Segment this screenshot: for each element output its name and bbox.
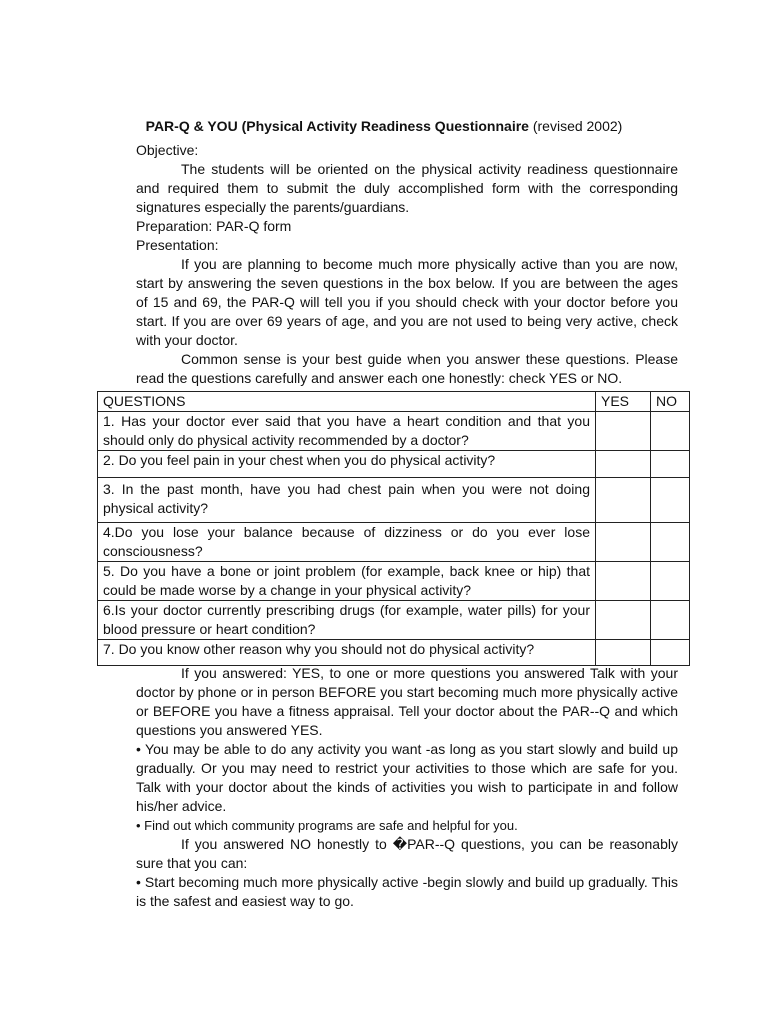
presentation-paragraph-2: Common sense is your best guide when you answer these questions. Please read the questions carefully and answer each one honestly: check YES or NO. xyxy=(136,351,678,386)
no-checkbox-4[interactable] xyxy=(651,523,690,562)
question-4: 4.Do you lose your balance because of dizziness or do you ever lose consciousness? xyxy=(98,523,596,562)
table-row xyxy=(98,412,690,451)
yes-bullet-1: • You may be able to do any activity you want -as long as you start slowly and build up gradually. Or you may need to restrict your activities to those which are safe for you. Talk with your doctor about the kinds of activities you wish to participate in and follow his/her advice. xyxy=(136,741,678,814)
question-3: 3. In the past month, have you had chest pain when you were not doing physical activity? xyxy=(98,478,596,523)
objective-text: The students will be oriented on the physical activity readiness questionnaire and required them to submit the duly accomplished form with the corresponding signatures especially the parents/guardians. xyxy=(136,161,678,215)
question-5: 5. Do you have a bone or joint problem (for example, back knee or hip) that could be made worse by a change in your physical activity? xyxy=(98,562,596,601)
yes-checkbox-5[interactable] xyxy=(596,562,651,601)
yes-checkbox-6[interactable] xyxy=(596,601,651,640)
results-section xyxy=(136,664,678,911)
no-bullet-1: • Start becoming much more physically active -begin slowly and build up gradually. This is the safest and easiest way to go. xyxy=(136,874,678,909)
table-row xyxy=(98,523,690,562)
yes-checkbox-7[interactable] xyxy=(596,640,651,666)
no-checkbox-1[interactable] xyxy=(651,412,690,451)
table-header-row xyxy=(98,392,690,412)
presentation-label: Presentation: xyxy=(136,237,219,253)
table-row xyxy=(98,601,690,640)
title-bold: PAR-Q & YOU (Physical Activity Readiness Questionnaire xyxy=(145,118,529,134)
title-revised: (revised 2002) xyxy=(528,118,623,134)
yes-bullet-2: • Find out which community programs are safe and helpful for you. xyxy=(136,818,518,833)
no-checkbox-3[interactable] xyxy=(651,478,690,523)
table-row xyxy=(98,562,690,601)
table-row xyxy=(98,478,690,523)
preparation-text: Preparation: PAR-Q form xyxy=(136,218,292,234)
no-checkbox-6[interactable] xyxy=(651,601,690,640)
question-2: 2. Do you feel pain in your chest when you do physical activity? xyxy=(98,451,596,478)
table-row xyxy=(98,640,690,666)
no-checkbox-7[interactable] xyxy=(651,640,690,666)
header-no: NO xyxy=(651,392,690,412)
header-questions: QUESTIONS xyxy=(98,392,596,412)
yes-checkbox-4[interactable] xyxy=(596,523,651,562)
yes-checkbox-3[interactable] xyxy=(596,478,651,523)
question-1: 1. Has your doctor ever said that you have a heart condition and that you should only do physical activity recommended by a doctor? xyxy=(98,412,596,451)
objective-label: Objective: xyxy=(136,142,199,158)
intro-section xyxy=(136,141,678,388)
no-checkbox-5[interactable] xyxy=(651,562,690,601)
table-row xyxy=(98,451,690,478)
presentation-paragraph-1: If you are planning to become much more physically active than you are now, start by answering the seven questions in the box below. If you are between the ages of 15 and 69, the PAR-Q will tell you if you should check with your doctor before you start. If you are over 69 years of age, and you are not used to being very active, check with your doctor. xyxy=(136,256,678,348)
page-title xyxy=(0,117,768,135)
yes-checkbox-2[interactable] xyxy=(596,451,651,478)
question-6: 6.Is your doctor currently prescribing drugs (for example, water pills) for your blood pressure or heart condition? xyxy=(98,601,596,640)
no-checkbox-2[interactable] xyxy=(651,451,690,478)
no-answer-paragraph: If you answered NO honestly to �PAR--Q questions, you can be reasonably sure that you can: xyxy=(136,836,678,871)
question-7: 7. Do you know other reason why you should not do physical activity? xyxy=(98,640,596,666)
header-yes: YES xyxy=(596,392,651,412)
yes-checkbox-1[interactable] xyxy=(596,412,651,451)
yes-answer-paragraph: If you answered: YES, to one or more questions you answered Talk with your doctor by phone or in person BEFORE you start becoming much more physically active or BEFORE you have a fitness appraisal. Tell your doctor about the PAR--Q and which questions you answered YES. xyxy=(136,665,678,738)
questions-table xyxy=(97,391,690,666)
